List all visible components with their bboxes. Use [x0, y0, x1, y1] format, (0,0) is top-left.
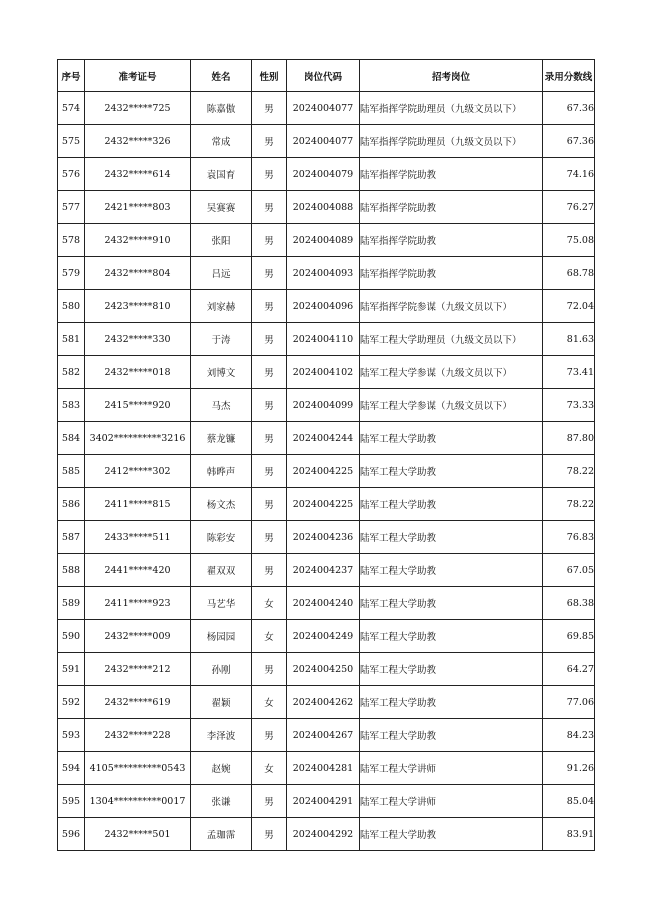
row-name: 张谦 — [191, 785, 252, 818]
row-position: 陆军工程大学助教 — [360, 653, 543, 686]
row-index: 582 — [58, 356, 85, 389]
row-position-code: 2024004250 — [287, 653, 360, 686]
row-index: 583 — [58, 389, 85, 422]
header-row — [58, 60, 595, 92]
row-position: 陆军工程大学参谋（九级文员以下） — [360, 389, 543, 422]
row-index: 587 — [58, 521, 85, 554]
row-position: 陆军指挥学院助教 — [360, 257, 543, 290]
row-position: 陆军工程大学助教 — [360, 521, 543, 554]
row-gender: 男 — [252, 224, 287, 257]
header-score: 录用分数线 — [543, 60, 595, 92]
header-gender: 性别 — [252, 60, 287, 92]
row-position-code: 2024004244 — [287, 422, 360, 455]
row-gender: 女 — [252, 752, 287, 785]
row-name: 吴赛赛 — [191, 191, 252, 224]
row-position: 陆军工程大学助教 — [360, 620, 543, 653]
row-name: 袁国育 — [191, 158, 252, 191]
row-score: 81.63 — [543, 323, 595, 356]
row-index: 578 — [58, 224, 85, 257]
row-exam-id: 1304**********0017 — [85, 785, 191, 818]
table-row — [58, 587, 595, 620]
row-score: 78.22 — [543, 455, 595, 488]
table-row — [58, 554, 595, 587]
row-index: 588 — [58, 554, 85, 587]
row-position: 陆军工程大学讲师 — [360, 752, 543, 785]
row-name: 陈彩安 — [191, 521, 252, 554]
row-position: 陆军工程大学助理员（九级文员以下） — [360, 323, 543, 356]
row-gender: 女 — [252, 587, 287, 620]
row-position-code: 2024004237 — [287, 554, 360, 587]
row-position: 陆军工程大学助教 — [360, 587, 543, 620]
row-gender: 男 — [252, 257, 287, 290]
row-position-code: 2024004225 — [287, 488, 360, 521]
table-row — [58, 422, 595, 455]
row-score: 76.27 — [543, 191, 595, 224]
row-position-code: 2024004240 — [287, 587, 360, 620]
row-name: 李泽波 — [191, 719, 252, 752]
row-name: 常成 — [191, 125, 252, 158]
header-position-code: 岗位代码 — [287, 60, 360, 92]
row-index: 575 — [58, 125, 85, 158]
row-position: 陆军指挥学院助教 — [360, 224, 543, 257]
row-position: 陆军指挥学院参谋（九级文员以下） — [360, 290, 543, 323]
table-row — [58, 488, 595, 521]
row-position-code: 2024004281 — [287, 752, 360, 785]
row-exam-id: 2411*****815 — [85, 488, 191, 521]
row-name: 杨园园 — [191, 620, 252, 653]
row-name: 翟颖 — [191, 686, 252, 719]
row-exam-id: 2432*****910 — [85, 224, 191, 257]
row-position-code: 2024004110 — [287, 323, 360, 356]
row-position-code: 2024004292 — [287, 818, 360, 851]
row-name: 翟双双 — [191, 554, 252, 587]
row-name: 刘博文 — [191, 356, 252, 389]
row-position: 陆军工程大学助教 — [360, 554, 543, 587]
row-position-code: 2024004093 — [287, 257, 360, 290]
row-name: 蔡龙镰 — [191, 422, 252, 455]
row-position-code: 2024004249 — [287, 620, 360, 653]
row-position-code: 2024004267 — [287, 719, 360, 752]
row-position: 陆军工程大学助教 — [360, 488, 543, 521]
row-score: 73.33 — [543, 389, 595, 422]
row-exam-id: 2412*****302 — [85, 455, 191, 488]
row-score: 77.06 — [543, 686, 595, 719]
row-gender: 男 — [252, 323, 287, 356]
row-gender: 男 — [252, 719, 287, 752]
row-score: 64.27 — [543, 653, 595, 686]
row-position: 陆军工程大学助教 — [360, 422, 543, 455]
row-score: 67.05 — [543, 554, 595, 587]
row-exam-id: 2432*****009 — [85, 620, 191, 653]
row-gender: 男 — [252, 455, 287, 488]
table-row — [58, 752, 595, 785]
row-exam-id: 2415*****920 — [85, 389, 191, 422]
row-index: 595 — [58, 785, 85, 818]
row-position-code: 2024004102 — [287, 356, 360, 389]
row-score: 73.41 — [543, 356, 595, 389]
row-index: 596 — [58, 818, 85, 851]
row-score: 76.83 — [543, 521, 595, 554]
row-score: 91.26 — [543, 752, 595, 785]
row-position-code: 2024004099 — [287, 389, 360, 422]
row-position-code: 2024004291 — [287, 785, 360, 818]
row-exam-id: 2423*****810 — [85, 290, 191, 323]
table-row — [58, 92, 595, 125]
row-index: 585 — [58, 455, 85, 488]
row-index: 574 — [58, 92, 85, 125]
row-score: 67.36 — [543, 125, 595, 158]
row-index: 581 — [58, 323, 85, 356]
row-position-code: 2024004225 — [287, 455, 360, 488]
table-row — [58, 290, 595, 323]
row-exam-id: 3402**********3216 — [85, 422, 191, 455]
row-index: 579 — [58, 257, 85, 290]
header-index: 序号 — [58, 60, 85, 92]
row-name: 于涛 — [191, 323, 252, 356]
row-name: 吕远 — [191, 257, 252, 290]
row-name: 孟珈霈 — [191, 818, 252, 851]
row-exam-id: 2433*****511 — [85, 521, 191, 554]
row-position-code: 2024004089 — [287, 224, 360, 257]
row-exam-id: 2432*****614 — [85, 158, 191, 191]
row-exam-id: 2432*****804 — [85, 257, 191, 290]
table-row — [58, 191, 595, 224]
row-gender: 男 — [252, 191, 287, 224]
row-name: 刘家赫 — [191, 290, 252, 323]
row-gender: 男 — [252, 389, 287, 422]
row-name: 马杰 — [191, 389, 252, 422]
row-name: 韩晔声 — [191, 455, 252, 488]
row-position-code: 2024004088 — [287, 191, 360, 224]
row-position: 陆军工程大学助教 — [360, 818, 543, 851]
row-position: 陆军指挥学院助理员（九级文员以下） — [360, 92, 543, 125]
row-score: 87.80 — [543, 422, 595, 455]
row-exam-id: 2421*****803 — [85, 191, 191, 224]
row-score: 68.38 — [543, 587, 595, 620]
row-index: 593 — [58, 719, 85, 752]
row-position: 陆军指挥学院助教 — [360, 158, 543, 191]
row-score: 69.85 — [543, 620, 595, 653]
row-position-code: 2024004236 — [287, 521, 360, 554]
row-gender: 男 — [252, 818, 287, 851]
row-index: 586 — [58, 488, 85, 521]
row-index: 590 — [58, 620, 85, 653]
table-row — [58, 356, 595, 389]
row-score: 84.23 — [543, 719, 595, 752]
row-score: 78.22 — [543, 488, 595, 521]
row-name: 孙刚 — [191, 653, 252, 686]
row-gender: 女 — [252, 686, 287, 719]
table-row — [58, 653, 595, 686]
table-row — [58, 818, 595, 851]
admission-table — [57, 59, 595, 851]
row-exam-id: 2411*****923 — [85, 587, 191, 620]
row-score: 72.04 — [543, 290, 595, 323]
row-gender: 男 — [252, 488, 287, 521]
header-name: 姓名 — [191, 60, 252, 92]
row-exam-id: 2432*****212 — [85, 653, 191, 686]
table-row — [58, 785, 595, 818]
row-gender: 男 — [252, 422, 287, 455]
table-row — [58, 686, 595, 719]
row-exam-id: 2432*****501 — [85, 818, 191, 851]
table-row — [58, 257, 595, 290]
row-index: 591 — [58, 653, 85, 686]
row-gender: 男 — [252, 653, 287, 686]
row-name: 马艺华 — [191, 587, 252, 620]
row-exam-id: 2432*****330 — [85, 323, 191, 356]
row-exam-id: 2432*****018 — [85, 356, 191, 389]
row-score: 74.16 — [543, 158, 595, 191]
row-position-code: 2024004262 — [287, 686, 360, 719]
row-gender: 男 — [252, 92, 287, 125]
row-position: 陆军工程大学助教 — [360, 686, 543, 719]
row-exam-id: 2432*****326 — [85, 125, 191, 158]
header-position: 招考岗位 — [360, 60, 543, 92]
table-row — [58, 125, 595, 158]
row-gender: 男 — [252, 521, 287, 554]
row-index: 580 — [58, 290, 85, 323]
row-gender: 男 — [252, 290, 287, 323]
header-exam-id: 准考证号 — [85, 60, 191, 92]
row-index: 576 — [58, 158, 85, 191]
row-gender: 男 — [252, 125, 287, 158]
row-position: 陆军工程大学讲师 — [360, 785, 543, 818]
row-name: 赵婉 — [191, 752, 252, 785]
row-position: 陆军工程大学助教 — [360, 719, 543, 752]
table-row — [58, 455, 595, 488]
table-row — [58, 389, 595, 422]
row-score: 67.36 — [543, 92, 595, 125]
row-position-code: 2024004079 — [287, 158, 360, 191]
table-row — [58, 323, 595, 356]
row-position: 陆军工程大学助教 — [360, 455, 543, 488]
row-position-code: 2024004077 — [287, 125, 360, 158]
row-name: 陈嘉傲 — [191, 92, 252, 125]
table-row — [58, 224, 595, 257]
row-score: 85.04 — [543, 785, 595, 818]
row-exam-id: 2432*****619 — [85, 686, 191, 719]
row-index: 577 — [58, 191, 85, 224]
row-score: 83.91 — [543, 818, 595, 851]
table-row — [58, 620, 595, 653]
row-score: 75.08 — [543, 224, 595, 257]
row-name: 张阳 — [191, 224, 252, 257]
row-exam-id: 2432*****228 — [85, 719, 191, 752]
row-exam-id: 2441*****420 — [85, 554, 191, 587]
row-gender: 男 — [252, 554, 287, 587]
row-exam-id: 2432*****725 — [85, 92, 191, 125]
row-gender: 男 — [252, 785, 287, 818]
row-position: 陆军工程大学参谋（九级文员以下） — [360, 356, 543, 389]
table-row — [58, 158, 595, 191]
row-position: 陆军指挥学院助教 — [360, 191, 543, 224]
row-gender: 男 — [252, 158, 287, 191]
row-position: 陆军指挥学院助理员（九级文员以下） — [360, 125, 543, 158]
row-name: 杨文杰 — [191, 488, 252, 521]
row-index: 584 — [58, 422, 85, 455]
row-index: 592 — [58, 686, 85, 719]
row-exam-id: 4105**********0543 — [85, 752, 191, 785]
row-index: 594 — [58, 752, 85, 785]
row-gender: 男 — [252, 356, 287, 389]
table-row — [58, 719, 595, 752]
row-index: 589 — [58, 587, 85, 620]
table-row — [58, 521, 595, 554]
row-score: 68.78 — [543, 257, 595, 290]
row-gender: 女 — [252, 620, 287, 653]
row-position-code: 2024004077 — [287, 92, 360, 125]
row-position-code: 2024004096 — [287, 290, 360, 323]
